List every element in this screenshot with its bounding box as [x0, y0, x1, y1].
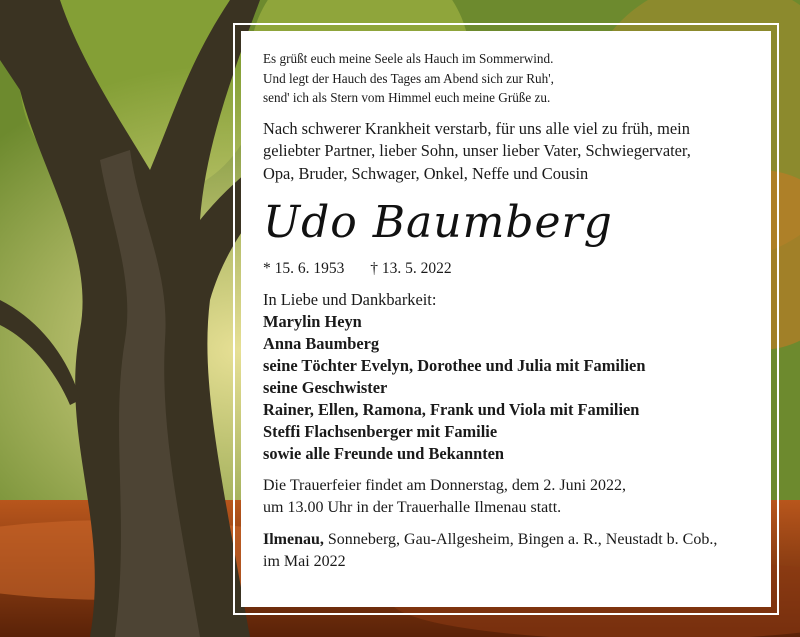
- birth-date: * 15. 6. 1953: [263, 260, 345, 277]
- mourners-intro: [263, 289, 751, 311]
- life-dates: [263, 259, 751, 279]
- mourner-line: Marylin Heyn: [263, 312, 362, 331]
- place-rest: Sonneberg, Gau-Allgesheim, Bingen a. R., Neustadt b. Cob.,: [323, 531, 718, 548]
- mourner-line: Rainer, Ellen, Ramona, Frank und Viola mit Familien: [263, 400, 640, 419]
- mourner-line: Anna Baumberg: [263, 334, 380, 353]
- obituary-panel: [241, 31, 771, 607]
- verse-line: Es grüßt euch meine Seele als Hauch im Sommerwind.: [263, 51, 554, 66]
- mourner-line: seine Geschwister: [263, 378, 388, 397]
- service-line: Die Trauerfeier findet am Donnerstag, dem 2. Juni 2022,: [263, 477, 627, 494]
- intro-line: Opa, Bruder, Schwager, Onkel, Neffe und Cousin: [263, 163, 589, 183]
- funeral-service-info: [263, 475, 751, 519]
- verse-line: send' ich als Stern vom Himmel euch meine Grüße zu.: [263, 90, 551, 105]
- mourner-line: Steffi Flachsenberger mit Familie: [263, 422, 498, 441]
- mourners-list: [263, 311, 751, 465]
- verse-line: Und legt der Hauch des Tages am Abend sich zur Ruh',: [263, 70, 554, 86]
- mourner-line: seine Töchter Evelyn, Dorothee und Julia mit Familien: [263, 356, 646, 375]
- intro-line: geliebter Partner, lieber Sohn, unser lieber Vater, Schwiegervater,: [263, 141, 691, 160]
- memorial-verse: [263, 49, 751, 108]
- place-date: im Mai 2022: [263, 553, 346, 570]
- mourners-intro-text: In Liebe und Dankbarkeit:: [263, 290, 437, 309]
- mourner-line: sowie alle Freunde und Bekannten: [263, 444, 505, 463]
- announcement-text: [263, 118, 751, 186]
- places-line: [263, 529, 751, 551]
- place-bold: Ilmenau,: [263, 531, 324, 548]
- intro-line: Nach schwerer Krankheit verstarb, für uns alle viel zu früh, mein: [263, 118, 690, 138]
- service-line: um 13.00 Uhr in der Trauerhalle Ilmenau statt.: [263, 499, 562, 516]
- death-date: † 13. 5. 2022: [370, 260, 452, 277]
- deceased-name: Udo Baumberg: [263, 197, 613, 248]
- place-and-date: [263, 529, 751, 573]
